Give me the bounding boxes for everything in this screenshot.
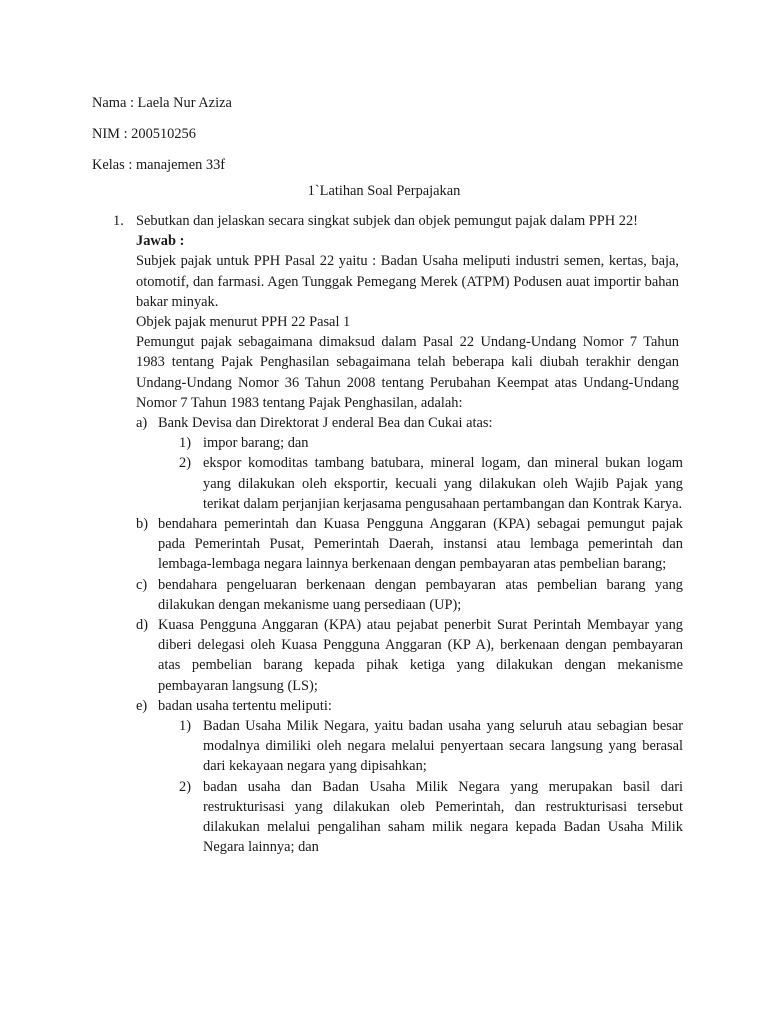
objek-list [113, 413, 683, 857]
list-item-text: Bank Devisa dan Direktorat J enderal Bea dan Cukai atas: [158, 415, 493, 431]
question-text: Sebutkan dan jelaskan secara singkat subjek dan objek pemungut pajak dalam PPH 22! [136, 213, 638, 229]
sub-list-item [113, 777, 683, 858]
sub-list-item [113, 453, 683, 514]
question-body [136, 211, 679, 413]
objek-paragraph: Pemungut pajak sebagaimana dimaksud dalam Pasal 22 Undang-Undang Nomor 7 Tahun 1983 tentang Pajak Penghasilan sebagaimana telah beberapa kali diubah terakhir dengan Undang-Undang Nomor 36 Tahun 2008 tentang Perubahan Keempat atas Undang-Undang Nomor 7 Tahun 1983 tentang Pajak Penghasilan, adalah: [136, 334, 679, 411]
sub-list-item-text: impor barang; dan [203, 435, 309, 452]
list-item-text: bendahara pengeluaran berkenaan dengan pembayaran atas pembelian barang yang dilakukan dengan mekanisme uang persediaan (UP); [158, 576, 683, 613]
list-item-marker: a) [136, 415, 148, 431]
list-item-marker: e) [136, 697, 148, 714]
sub-list-item-marker: 1) [179, 435, 191, 452]
question-number: 1. [113, 213, 124, 229]
sub-list-item [113, 716, 683, 777]
list-item-text: badan usaha tertentu meliputi: [158, 697, 332, 714]
list-item-text: Kuasa Pengguna Anggaran (KPA) atau pejabat penerbit Surat Perintah Membayar yang diberi delegasi oleh Kuasa Pengguna Anggaran (KP A), berkenaan dengan pembayaran atas pembelian barang kepada pihak ketiga yang dilakukan dengan mekanisme pembayaran langsung (LS); [158, 617, 683, 694]
list-item [113, 575, 683, 615]
subjek-paragraph: Subjek pajak untuk PPH Pasal 22 yaitu : Badan Usaha meliputi industri semen, kertas, baja, otomotif, dan farmasi. Agen Tunggak Pemegang Merek (ATPM) Podusen auat importir bahan bakar minyak. [136, 253, 679, 310]
sub-list-item-text: badan usaha dan Badan Usaha Milik Negara yang merupakan basil dari restrukturisasi yang dilakukan oleb Pemerintah, dan restrukturisasi tersebut dilakukan melalui pengalihan saham milik negara kepada Badan Usaha Milik Negara lainnya; dan [203, 778, 683, 856]
list-item-marker: b) [136, 516, 148, 533]
sub-list-item-text: Badan Usaha Milik Negara, yaitu badan usaha yang seluruh atau sebagian besar modalnya dimiliki oleh negara melalui penyertaan secara langsung yang berasal dari kekayaan negara yang dipisahkan; [203, 718, 683, 775]
sub-list-item-marker: 2) [179, 455, 191, 472]
list-item-marker: d) [136, 617, 148, 634]
student-name: Nama : Laela Nur Aziza [92, 95, 232, 111]
student-class: Kelas : manajemen 33f [92, 157, 226, 173]
sub-list-item-marker: 1) [179, 718, 191, 735]
list-item [113, 696, 683, 716]
list-item [113, 514, 683, 575]
list-item [113, 413, 683, 433]
sub-list-item-marker: 2) [179, 778, 191, 795]
objek-heading: Objek pajak menurut PPH 22 Pasal 1 [136, 314, 351, 331]
student-nim: NIM : 200510256 [92, 126, 196, 142]
answer-label: Jawab : [136, 233, 185, 250]
sub-list-item-text: ekspor komoditas tambang batubara, mineral logam, dan mineral bukan logam yang dilakukan oleh eksportir, kecuali yang dilakukan oleh Wajib Pajak yang terikat dalam perjanjian kerjasama pengusahaan pertambangan dan Kontrak Karya. [203, 455, 683, 512]
list-item-text: bendahara pemerintah dan Kuasa Pengguna Anggaran (KPA) sebagai pemungut pajak pada Pemerintah Pusat, Pemerintah Daerah, instansi atau lembaga pemerintah dan lembaga-lembaga negara lainnya berkenaan dengan pembayaran atas pembelian barang; [158, 516, 683, 573]
list-item [113, 615, 683, 696]
list-item-marker: c) [136, 576, 148, 593]
sub-list-item [113, 433, 683, 453]
document-title: 1`Latihan Soal Perpajakan [307, 183, 461, 199]
